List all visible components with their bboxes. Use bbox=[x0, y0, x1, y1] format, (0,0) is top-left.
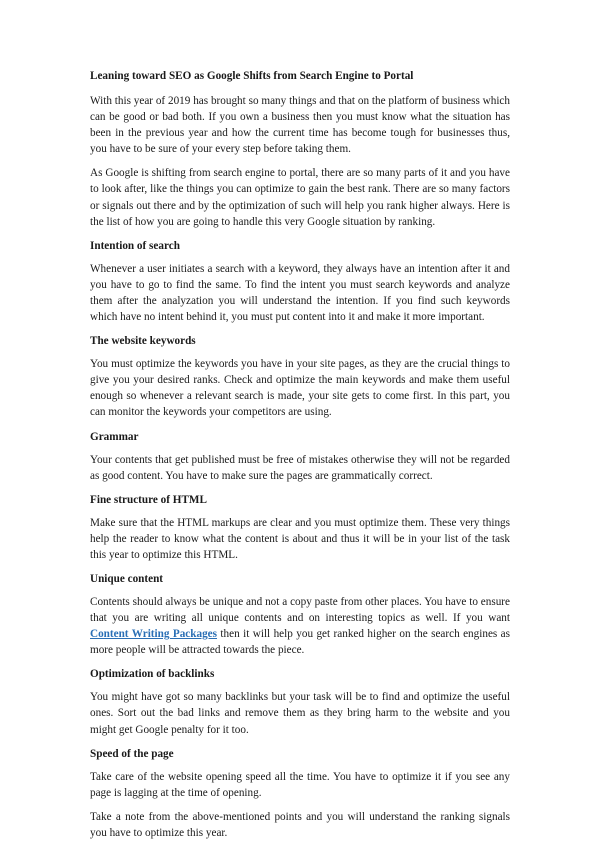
section-heading-speed: Speed of the page bbox=[90, 747, 174, 760]
section-text-backlinks: You might have got so many backlinks but your task will be to find and optimize the useful ones. Sort out the bad links and remove them as they bring harm to the website and you might get Google penalty for it too. bbox=[90, 691, 510, 736]
document-page bbox=[90, 68, 510, 849]
section-heading-grammar: Grammar bbox=[90, 430, 139, 443]
unique-text-after: then it will help you get ranked higher on the search engines as more people will be attracted towards the piece. bbox=[90, 628, 511, 657]
intro-paragraph-1: With this year of 2019 has brought so many things and that on the platform of business which can be good or bad both. If you own a business then you must know what the situation has been in the previous year and how the current time has become tough for businesses thus, you have to be sure of your every step before taking them. bbox=[90, 95, 510, 156]
section-text-html: Make sure that the HTML markups are clear and you must optimize them. These very things help the reader to know what the content is about and thus it will be in your list of the task this year to optimize this HTML. bbox=[90, 516, 510, 561]
section-text-unique bbox=[90, 594, 510, 658]
section-text-speed: Take care of the website opening speed all the time. You have to optimize it if you see any page is lagging at the time of opening. bbox=[90, 770, 510, 799]
closing-paragraph: Take a note from the above-mentioned points and you will understand the ranking signals you have to optimize this year. bbox=[90, 810, 510, 839]
document-title: Leaning toward SEO as Google Shifts from Search Engine to Portal bbox=[90, 70, 414, 82]
section-text-intention: Whenever a user initiates a search with a keyword, they always have an intention after it and you have to go to find the same. To find the intent you must search keywords and analyze them after the analyzation you will understand the intention. If you find such keywords which have no intent behind it, you must put content into it and make it more important. bbox=[90, 262, 510, 324]
intro-paragraph-2: As Google is shifting from search engine to portal, there are so many parts of it and you have to look after, like the things you can optimize to gain the best rank. There are so many factors or signals out there and by the optimization of such will help you rank higher always. Here is the list of how you are going to handle this very Google situation by ranking. bbox=[90, 167, 510, 228]
section-text-keywords: You must optimize the keywords you have in your site pages, as they are the crucial things to give you your desired ranks. Check and optimize the main keywords and make them useful enough so whenever a relevant search is made, your site gets to come first. In this part, you can monitor the keywords your competitors are using. bbox=[90, 358, 510, 419]
section-heading-keywords: The website keywords bbox=[90, 335, 196, 348]
unique-text-before: Contents should always be unique and not a copy paste from other places. You have to ensure that you are writing all unique contents and on interesting topics as well. If you want bbox=[90, 595, 510, 625]
section-text-grammar: Your contents that get published must be free of mistakes otherwise they will not be regarded as good content. You have to make sure the pages are grammatically correct. bbox=[90, 453, 510, 482]
content-writing-packages-link[interactable]: Content Writing Packages bbox=[90, 628, 218, 641]
section-heading-html: Fine structure of HTML bbox=[90, 493, 207, 506]
section-heading-intention: Intention of search bbox=[90, 239, 180, 252]
section-heading-backlinks: Optimization of backlinks bbox=[90, 668, 215, 681]
section-heading-unique: Unique content bbox=[90, 572, 164, 585]
